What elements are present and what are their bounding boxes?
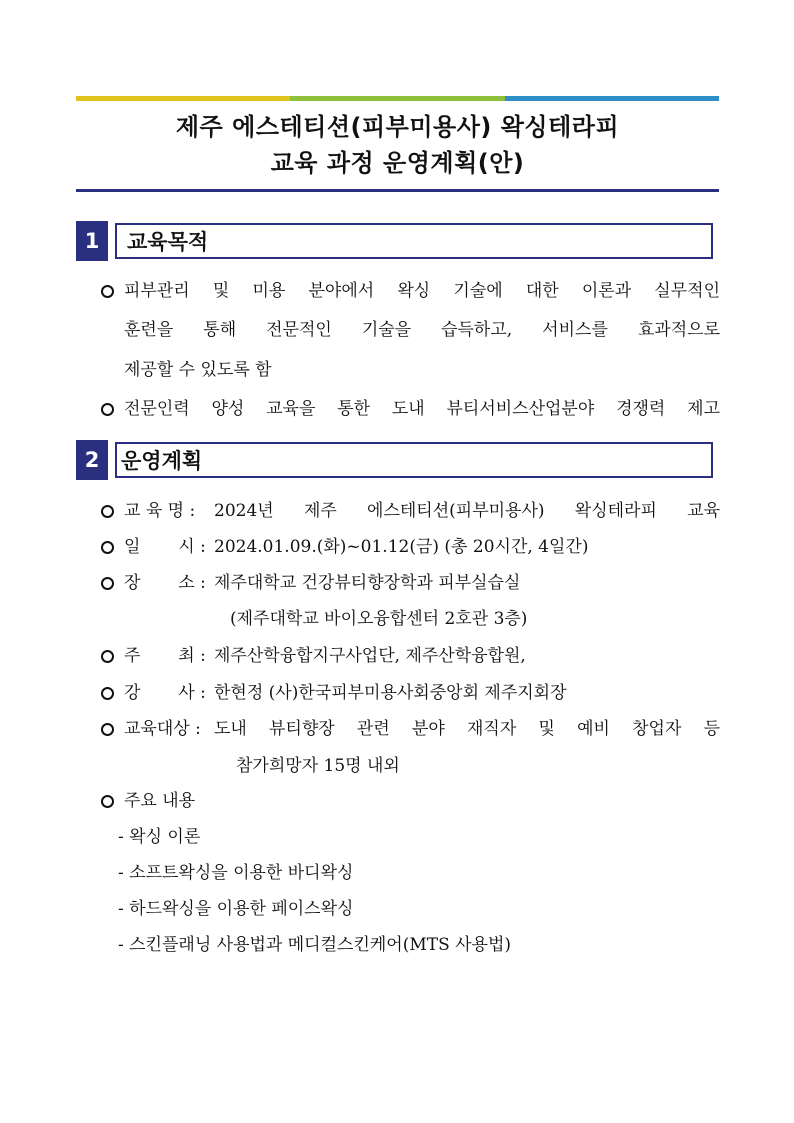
item-value-place: 제주대학교 건강뷰티향장학과 피부실습실: [214, 573, 521, 593]
item-label-date: 일 시 :: [124, 537, 206, 557]
section-2-number: 2: [76, 440, 108, 480]
item-label-host: 주 최 :: [124, 646, 206, 666]
item-value-instructor: 한현정 (사)한국피부미용사회중앙회 제주지회장: [214, 683, 567, 703]
item-value-host: 제주산학융합지구사업단, 제주산학융합원,: [214, 646, 526, 666]
section-2-title: [115, 442, 713, 478]
circle-bullet-icon: [101, 577, 114, 590]
item-value-target: 도내 뷰티향장 관련 분야 재직자 및 예비 창업자 등: [214, 719, 720, 739]
header-color-bar: [76, 96, 719, 101]
circle-bullet-icon: [101, 505, 114, 518]
item-value-place-detail: (제주대학교 바이오융합센터 2호관 3층): [230, 609, 528, 629]
header-bar-blue: [505, 96, 719, 101]
item-label-place: 장 소 :: [124, 573, 206, 593]
circle-bullet-icon: [101, 795, 114, 808]
item-label-name: 교 육 명 :: [124, 501, 196, 521]
circle-bullet-icon: [101, 403, 114, 416]
purpose-line-3: 제공할 수 있도록 함: [124, 360, 272, 380]
item-value-name: 2024년 제주 에스테티션(피부미용사) 왁싱테라피 교육: [214, 501, 720, 521]
title-line-1: 제주 에스테티션(피부미용사) 왁싱테라피: [175, 113, 620, 141]
title-underline: [76, 189, 719, 192]
purpose-bullet-2: 전문인력 양성 교육을 통한 도내 뷰티서비스산업분야 경쟁력 제고: [124, 399, 720, 419]
section-2-title-text: 운영계획: [121, 449, 203, 473]
purpose-line-1: 피부관리 및 미용 분야에서 왁싱 기술에 대한 이론과 실무적인: [124, 281, 720, 301]
section-1-number: 1: [76, 221, 108, 261]
content-item: - 스킨플래닝 사용법과 메디컬스킨케어(MTS 사용법): [118, 935, 512, 955]
item-label-target: 교육대상 :: [124, 719, 201, 739]
document-title: [76, 104, 719, 186]
title-line-2: 교육 과정 운영계획(안): [270, 149, 525, 177]
circle-bullet-icon: [101, 541, 114, 554]
circle-bullet-icon: [101, 650, 114, 663]
circle-bullet-icon: [101, 723, 114, 736]
item-value-date: 2024.01.09.(화)~01.12(금) (총 20시간, 4일간): [214, 537, 589, 557]
content-item: - 하드왁싱을 이용한 페이스왁싱: [118, 899, 354, 919]
circle-bullet-icon: [101, 687, 114, 700]
section-2-header: [76, 440, 719, 480]
item-label-instructor: 강 사 :: [124, 683, 206, 703]
section-1-title-text: 교육목적: [127, 230, 209, 254]
section-1-title: [115, 223, 713, 259]
section-1-header: [76, 221, 719, 261]
content-item: - 소프트왁싱을 이용한 바디왁싱: [118, 863, 354, 883]
purpose-line-2: 훈련을 통해 전문적인 기술을 습득하고, 서비스를 효과적으로: [124, 320, 720, 340]
header-bar-green: [290, 96, 504, 101]
content-title: 주요 내용: [124, 791, 196, 811]
item-value-target-detail: 참가희망자 15명 내외: [236, 756, 400, 776]
header-bar-yellow: [76, 96, 290, 101]
circle-bullet-icon: [101, 285, 114, 298]
content-item: - 왁싱 이론: [118, 827, 201, 847]
